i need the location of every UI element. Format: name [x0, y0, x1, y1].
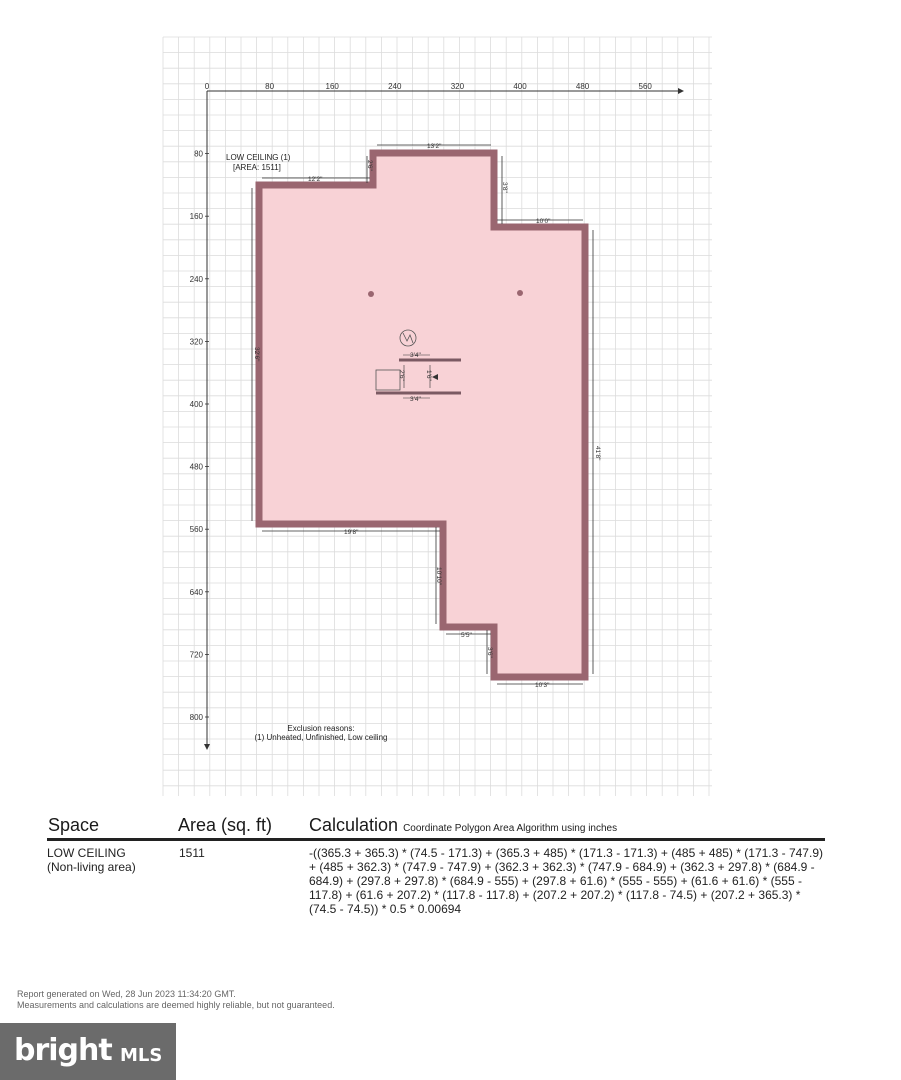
y-tick-label: 240 — [189, 274, 203, 284]
footer-disclaimer: Measurements and calculations are deemed highly reliable, but not guaranteed. — [17, 1000, 335, 1010]
brand-logo — [0, 1023, 176, 1080]
dim-stair-left: 2'6" — [398, 370, 405, 381]
x-axis-arrow — [678, 88, 684, 94]
y-tick-label: 80 — [194, 149, 203, 159]
dim-right: 41'8" — [594, 446, 601, 461]
y-tick-label: 320 — [189, 337, 203, 347]
x-tick-label: 320 — [450, 82, 465, 91]
y-tick-label: 400 — [189, 400, 203, 409]
x-tick-label: 240 — [388, 82, 402, 91]
dim-bottom-left: 19'8" — [344, 529, 359, 536]
x-tick-label: 160 — [325, 82, 339, 91]
exclusion-title: Exclusion reasons: — [287, 724, 355, 733]
header-calculation — [309, 815, 617, 836]
dim-stair-top: 3'4" — [410, 352, 421, 359]
logo-mls: MLS — [120, 1045, 163, 1066]
table-header-rule — [47, 838, 825, 841]
y-tick-label: 160 — [189, 212, 203, 222]
x-tick-label: 0 — [204, 82, 210, 91]
dim-stair-right: 1'6" — [425, 370, 432, 381]
dim-left: 32'6" — [253, 347, 260, 362]
exclusion-reasons: (1) Unheated, Unfinished, Low ceiling — [254, 733, 388, 742]
calc-line: + (485 + 362.3) * (747.9 - 747.9) + (362.3 + 362.3) * (747.9 - 684.9) + (362.3 + 297.8) * (684.9 - — [309, 860, 815, 874]
y-tick-label: 480 — [189, 462, 203, 472]
row-space-name: LOW CEILING — [47, 846, 126, 860]
x-tick-label: 80 — [265, 82, 275, 91]
x-tick-label: 400 — [513, 82, 527, 91]
header-calc-title: Calculation — [309, 815, 399, 835]
y-tick-label: 640 — [189, 587, 203, 597]
dim-top-step: 2'6" — [366, 160, 373, 171]
row-calculation — [309, 846, 829, 916]
marker-dot — [517, 290, 523, 296]
header-space: Space — [48, 815, 100, 835]
room-label: LOW CEILING (1) — [226, 153, 291, 162]
calc-line: 117.8) + (61.6 + 207.2) * (117.8 - 117.8) + (207.2 + 207.2) * (117.8 - 74.5) + (207.2 + 365.3) * — [309, 888, 801, 902]
marker-dot — [368, 291, 374, 297]
dim-notch-v: 3'6" — [486, 647, 493, 658]
row-area: 1511 — [179, 846, 205, 860]
y-tick-label: 560 — [189, 525, 203, 535]
footer-report-date: Report generated on Wed, 28 Jun 2023 11:34:20 GMT. — [17, 989, 236, 999]
dim-stair-bottom: 3'4" — [410, 396, 421, 403]
dim-bottom-mid: 10'10" — [435, 567, 442, 586]
calc-line: 684.9) + (297.8 + 297.8) * (684.9 - 555) + (297.8 + 61.6) * (555 - 555) + (61.6 + 61.6) * (555 - — [309, 874, 802, 888]
calc-line: (74.5 - 74.5)) * 0.5 * 0.00694 — [309, 902, 462, 916]
calc-line: -((365.3 + 365.3) * (74.5 - 171.3) + (365.3 + 485) * (171.3 - 171.3) + (485 + 485) * (171.3 - 747.9) — [309, 846, 823, 860]
dim-top-left: 12'2" — [308, 176, 323, 183]
dim-notch-h: 5'5" — [461, 632, 472, 639]
x-tick-label: 560 — [638, 82, 652, 91]
dim-right-top: 10'0" — [536, 218, 551, 225]
y-tick-label: 720 — [189, 650, 203, 660]
y-tick-labels — [190, 150, 209, 722]
y-axis-arrow — [204, 744, 210, 750]
header-calc-subtitle: Coordinate Polygon Area Algorithm using inches — [403, 823, 618, 834]
room-area-label: [AREA: 1511] — [233, 163, 281, 172]
x-tick-label: 480 — [575, 82, 590, 91]
row-space-type: (Non-living area) — [47, 860, 136, 874]
dim-top: 13'2" — [427, 143, 442, 150]
dim-bottom-right: 10'3" — [535, 682, 550, 689]
header-area: Area (sq. ft) — [178, 815, 273, 835]
row-space — [47, 846, 136, 874]
logo-text: bright — [14, 1033, 112, 1068]
dim-right-step: 3'8" — [501, 182, 508, 193]
y-tick-label: 800 — [189, 713, 203, 722]
